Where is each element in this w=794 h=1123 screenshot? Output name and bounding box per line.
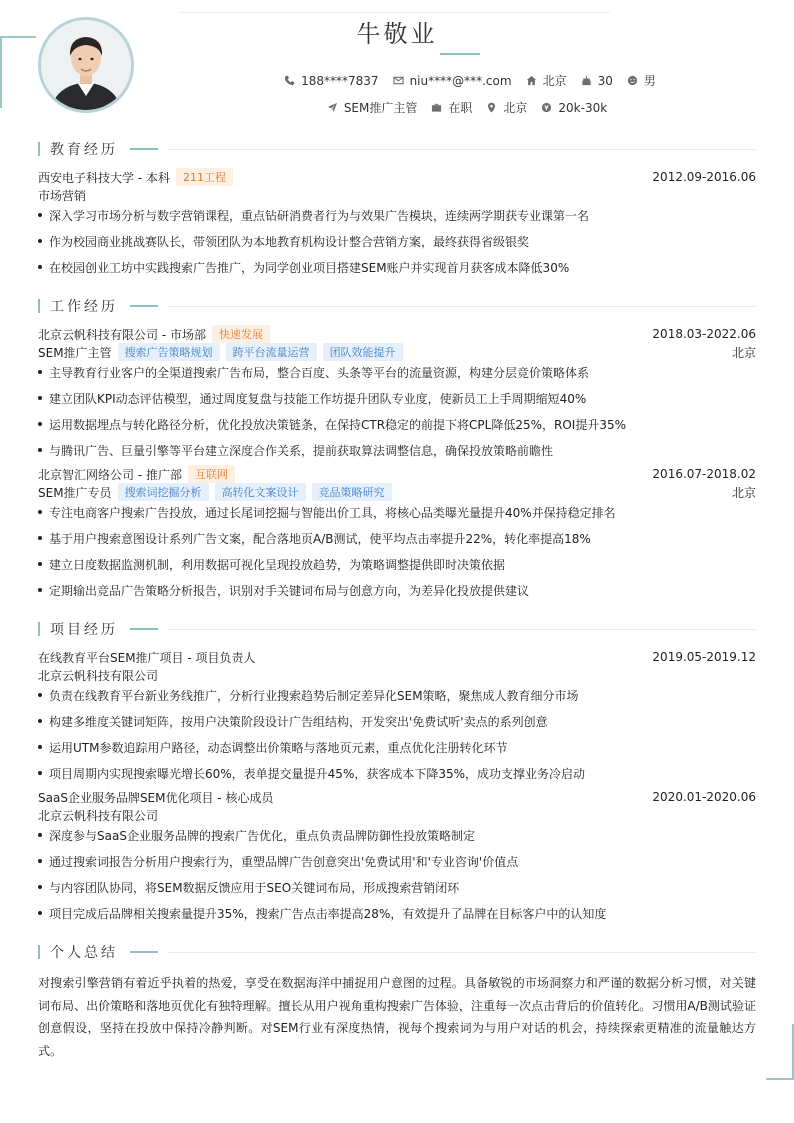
phone-item <box>284 74 378 88</box>
list-item: 项目周期内实现搜索曝光增长60%，表单提交量提升45%，获客成本下降35%，成功支撑业务冷启动 <box>38 764 764 782</box>
cake-icon <box>581 75 592 86</box>
work-2-role-row <box>38 483 756 501</box>
home-icon <box>526 75 537 86</box>
section-rule <box>168 149 756 150</box>
location-icon <box>486 102 497 113</box>
skill-tag: 跨平台流量运营 <box>226 343 317 361</box>
job-title-text: SEM推广主管 <box>343 101 418 115</box>
section-accent <box>130 148 158 150</box>
work-city: 北京 <box>731 485 756 500</box>
skill-tag: 搜索词挖掘分析 <box>118 483 209 501</box>
work-1-role-row <box>38 343 756 361</box>
corner-decoration-bottom-right <box>766 1024 794 1080</box>
company-tag: 互联网 <box>188 465 235 483</box>
work-date: 2018.03-2022.06 <box>652 327 756 341</box>
section-accent <box>130 628 158 630</box>
section-rule <box>168 306 756 307</box>
section-rule <box>168 952 756 953</box>
phone-text: 188****7837 <box>301 73 379 88</box>
list-item: 专注电商客户搜索广告投放，通过长尾词挖掘与智能出价工具，将核心品类曝光量提升40%并保持稳定排名 <box>38 503 764 521</box>
mail-icon <box>393 75 404 86</box>
list-item: 建立团队KPI动态评估模型，通过周度复盘与技能工作坊提升团队专业度，使新员工上手周期缩短40% <box>38 389 764 407</box>
education-date: 2012.09-2016.06 <box>652 170 756 184</box>
gender-item <box>627 72 656 89</box>
job-city-text: 北京 <box>503 101 528 115</box>
age-text: 30 <box>597 73 613 88</box>
job-status-text: 在职 <box>448 101 473 115</box>
section-marker <box>38 299 40 313</box>
section-title: 教育经历 <box>50 142 118 158</box>
summary-text: 对搜索引擎营销有着近乎执着的热爱，享受在数据海洋中捕捉用户意图的过程。具备敏锐的市场洞察力和严谨的数据分析习惯，对关键词布局、出价策略和落地页优化有独特理解。擅长从用户视角重构搜索广告体验，注重每一次点击背后的价值转化。习惯用A/B测试验证创意假设，坚持在投放中保持冷静判断。对SEM行业有深度热情，视每个搜索词为与用户对话的机会，持续探索更精准的流量触达方式。 <box>38 976 756 1058</box>
project-org: 北京云帆科技有限公司 <box>38 668 159 683</box>
list-item: 在校园创业工坊中实践搜索广告推广，为同学创业项目搭建SEM账户并实现首月获客成本降低30% <box>38 258 764 276</box>
list-item: 与腾讯广告、巨量引擎等平台建立深度合作关系，提前获取算法调整信息，确保投放策略前瞻性 <box>38 441 764 459</box>
list-item: 运用数据埋点与转化路径分析，优化投放决策链条，在保持CTR稳定的前提下将CPL降低25%，ROI提升35% <box>38 415 764 433</box>
section-title: 个人总结 <box>50 945 118 961</box>
list-item: 通过搜索词报告分析用户搜索行为，重塑品牌广告创意突出'免费试用'和'专业咨询'价值点 <box>38 852 764 870</box>
company-name: 北京云帆科技有限公司 - 市场部 <box>38 327 206 342</box>
project-title: 在线教育平台SEM推广项目 - 项目负责人 <box>38 650 256 665</box>
company-tag: 快速发展 <box>212 325 270 343</box>
email-item <box>393 74 512 88</box>
list-item: 基于用户搜索意图设计系列广告文案，配合落地页A/B测试，使平均点击率提升22%，转化率提高18% <box>38 529 764 547</box>
work-city: 北京 <box>731 345 756 360</box>
contact-info-row <box>0 72 794 89</box>
name-underline <box>440 53 480 55</box>
briefcase-icon <box>431 102 442 113</box>
section-title: 工作经历 <box>50 299 118 315</box>
project-1-org-row <box>38 666 756 684</box>
list-item: 主导教育行业客户的全渠道搜索广告布局，整合百度、头条等平台的流量资源，构建分层竞价策略体系 <box>38 363 764 381</box>
list-item: 构建多维度关键词矩阵，按用户决策阶段设计广告组结构，开发突出'免费试听'卖点的系列创意 <box>38 712 764 730</box>
section-projects <box>38 620 756 638</box>
job-info-row <box>0 99 794 116</box>
smile-icon <box>627 75 638 86</box>
send-icon <box>327 102 338 113</box>
section-work <box>38 297 756 315</box>
section-summary <box>38 943 756 961</box>
gender-text: 男 <box>643 74 656 88</box>
education-header <box>38 168 756 186</box>
job-status-item <box>431 99 472 116</box>
email-text: niu****@***.com <box>409 73 512 88</box>
home-city-item <box>526 72 567 89</box>
education-major: 市场营销 <box>38 188 87 203</box>
skill-tag: 竞品策略研究 <box>312 483 392 501</box>
project-1-header <box>38 648 756 666</box>
list-item: 作为校园商业挑战赛队长，带领团队为本地教育机构设计整合营销方案，最终获得省级银奖 <box>38 232 764 250</box>
list-item: 定期输出竞品广告策略分析报告，识别对手关键词布局与创意方向，为差异化投放提供建议 <box>38 581 764 599</box>
candidate-name: 牛敬业 <box>356 20 438 48</box>
school-name: 西安电子科技大学 - 本科 <box>38 170 170 185</box>
education-major-row <box>38 186 756 204</box>
project-2-org-row <box>38 806 756 824</box>
role-title: SEM推广主管 <box>38 345 112 360</box>
list-item: 负责在线教育平台新业务线推广，分析行业搜索趋势后制定差异化SEM策略，聚焦成人教育细分市场 <box>38 686 764 704</box>
section-title: 项目经历 <box>50 622 118 638</box>
project-date: 2019.05-2019.12 <box>652 650 756 664</box>
section-rule <box>168 629 756 630</box>
coin-icon <box>541 102 552 113</box>
skill-tag: 高转化文案设计 <box>215 483 306 501</box>
section-education <box>38 140 756 158</box>
skill-tag: 搜索广告策略规划 <box>118 343 220 361</box>
project-date: 2020.01-2020.06 <box>652 790 756 804</box>
job-city-item <box>486 99 527 116</box>
skill-tag: 团队效能提升 <box>323 343 403 361</box>
salary-item <box>541 101 607 115</box>
list-item: 项目完成后品牌相关搜索量提升35%，搜索广告点击率提高28%，有效提升了品牌在目标客户中的认知度 <box>38 904 764 922</box>
top-divider <box>180 12 610 13</box>
project-title: SaaS企业服务品牌SEM优化项目 - 核心成员 <box>38 790 274 805</box>
home-city-text: 北京 <box>542 74 567 88</box>
section-accent <box>130 305 158 307</box>
list-item: 深度参与SaaS企业服务品牌的搜索广告优化，重点负责品牌防御性投放策略制定 <box>38 826 764 844</box>
section-accent <box>130 951 158 953</box>
section-marker <box>38 945 40 959</box>
role-title: SEM推广专员 <box>38 485 112 500</box>
project-2-header <box>38 788 756 806</box>
company-name: 北京智汇网络公司 - 推广部 <box>38 467 182 482</box>
list-item: 建立日度数据监测机制，利用数据可视化呈现投放趋势，为策略调整提供即时决策依据 <box>38 555 764 573</box>
work-date: 2016.07-2018.02 <box>652 467 756 481</box>
job-title-item <box>327 99 418 116</box>
list-item: 与内容团队协同，将SEM数据反馈应用于SEO关键词布局，形成搜索营销闭环 <box>38 878 764 896</box>
section-marker <box>38 142 40 156</box>
project-org: 北京云帆科技有限公司 <box>38 808 159 823</box>
salary-text: 20k-30k <box>558 100 608 115</box>
section-marker <box>38 622 40 636</box>
age-item <box>581 74 613 88</box>
school-tag: 211工程 <box>176 168 233 186</box>
list-item: 运用UTM参数追踪用户路径，动态调整出价策略与落地页元素，重点优化注册转化环节 <box>38 738 764 756</box>
phone-icon <box>284 75 295 86</box>
list-item: 深入学习市场分析与数字营销课程，重点钻研消费者行为与效果广告模块，连续两学期获专业课第一名 <box>38 206 764 224</box>
work-2-header <box>38 465 756 483</box>
work-1-header <box>38 325 756 343</box>
